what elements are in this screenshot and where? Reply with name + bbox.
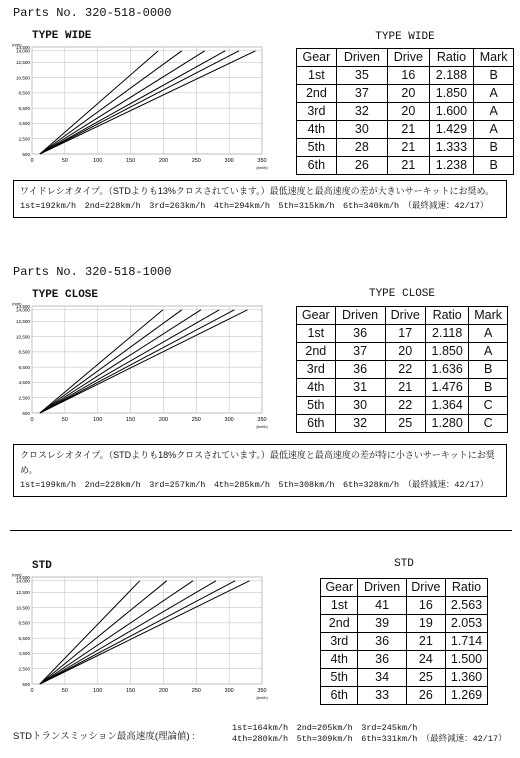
table-header-row (297, 49, 514, 67)
x-tick-label: 200 (158, 158, 169, 164)
y-tick-label: 2,500 (18, 666, 30, 672)
table-cell: 21 (388, 121, 430, 139)
y-axis-label: (rpm) (12, 572, 22, 577)
x-tick-label: 0 (30, 688, 34, 694)
table-cell: 2nd (321, 615, 358, 633)
table-cell: 6th (321, 687, 358, 705)
y-tick-label: 14,000 (15, 48, 30, 54)
table-row (297, 343, 508, 361)
table-cell: 28 (336, 139, 387, 157)
x-tick-label: 50 (61, 417, 68, 423)
table-title: TYPE WIDE (375, 31, 435, 43)
table-cell: 37 (335, 343, 385, 361)
table-cell: 1.714 (445, 633, 487, 651)
table-cell: 30 (335, 397, 385, 415)
column-header: Gear (297, 49, 337, 67)
table-cell: 1st (321, 597, 358, 615)
table-cell: 16 (388, 67, 430, 85)
section-divider (10, 530, 512, 531)
table-cell: 2nd (297, 343, 336, 361)
table-cell: 41 (358, 597, 406, 615)
y-tick-label: 2,500 (18, 136, 30, 142)
table-row (321, 633, 488, 651)
table-cell: 21 (406, 633, 445, 651)
table-title: TYPE CLOSE (368, 288, 435, 300)
x-tick-label: 100 (93, 158, 103, 164)
table-row (297, 415, 508, 433)
gear-table-std (320, 578, 488, 705)
table-cell: 1st (297, 67, 337, 85)
table-cell: 2.563 (445, 597, 487, 615)
rpm-speed-chart-wide (10, 40, 280, 175)
table-cell: 31 (335, 379, 385, 397)
y-tick-label: 8,500 (18, 620, 30, 626)
table-row (297, 103, 514, 121)
y-tick-label: 6,500 (18, 635, 30, 641)
table-cell: 24 (406, 651, 445, 669)
y-tick-label: 500 (22, 681, 30, 687)
table-cell: 3rd (297, 103, 337, 121)
y-tick-label: 4,500 (18, 121, 30, 127)
table-cell: B (469, 379, 508, 397)
y-tick-label: 4,500 (18, 651, 30, 657)
std-line1: 1st=164km/h 2nd=205km/h 3rd=245km/h (232, 723, 418, 733)
column-header: Drive (385, 307, 426, 325)
x-tick-label: 250 (191, 688, 201, 694)
y-axis-label: (rpm) (12, 301, 22, 306)
y-tick-label: 4,500 (18, 380, 30, 386)
y-tick-label: 14,000 (15, 578, 30, 584)
table-row (321, 615, 488, 633)
table-cell: 2.118 (426, 325, 469, 343)
column-header: Ratio (429, 49, 474, 67)
table-row (321, 669, 488, 687)
table-cell: 33 (358, 687, 406, 705)
column-header: Driven (336, 49, 387, 67)
y-tick-label: 14,500 (15, 303, 30, 309)
column-header: Gear (321, 579, 358, 597)
table-cell: 22 (385, 397, 426, 415)
x-tick-label: 150 (125, 688, 136, 694)
table-cell: 36 (358, 651, 406, 669)
table-cell: 32 (336, 103, 387, 121)
table-cell: 4th (297, 379, 336, 397)
table-cell: B (474, 139, 514, 157)
table-cell: 3rd (297, 361, 336, 379)
y-tick-label: 14,500 (15, 574, 30, 580)
table-cell: B (474, 157, 514, 175)
x-axis-label: (km/h) (256, 695, 268, 700)
y-tick-label: 8,500 (18, 349, 30, 355)
column-header: Drive (406, 579, 445, 597)
y-tick-label: 12,500 (15, 319, 30, 325)
table-cell: 1.333 (429, 139, 474, 157)
table-cell: 6th (297, 415, 336, 433)
x-tick-label: 150 (125, 158, 136, 164)
table-cell: 36 (358, 633, 406, 651)
gear-table-close (296, 306, 508, 433)
y-tick-label: 12,500 (15, 60, 30, 66)
x-tick-label: 350 (257, 688, 267, 694)
table-cell: 21 (385, 379, 426, 397)
y-tick-label: 8,500 (18, 90, 30, 96)
table-cell: 1.476 (426, 379, 469, 397)
table-cell: B (474, 67, 514, 85)
table-cell: A (474, 121, 514, 139)
table-cell: A (469, 343, 508, 361)
part-number: Parts No. 320-518-0000 (13, 6, 172, 20)
chart-title: STD (32, 560, 52, 572)
table-cell: A (469, 325, 508, 343)
table-cell: 1.360 (445, 669, 487, 687)
table-cell: 17 (385, 325, 426, 343)
table-cell: C (469, 397, 508, 415)
y-tick-label: 12,500 (15, 590, 30, 596)
table-cell: 30 (336, 121, 387, 139)
part-number: Parts No. 320-518-1000 (13, 265, 172, 279)
table-cell: 5th (297, 139, 337, 157)
table-row (297, 121, 514, 139)
table-cell: 3rd (321, 633, 358, 651)
y-tick-label: 10,500 (15, 334, 30, 340)
x-tick-label: 200 (158, 688, 169, 694)
table-cell: 20 (388, 103, 430, 121)
y-tick-label: 500 (22, 410, 30, 416)
column-header: Mark (474, 49, 514, 67)
table-cell: 22 (385, 361, 426, 379)
column-header: Ratio (445, 579, 487, 597)
x-tick-label: 50 (61, 158, 68, 164)
table-row (321, 651, 488, 669)
chart-title: TYPE CLOSE (32, 289, 99, 301)
table-row (321, 687, 488, 705)
column-header: Drive (388, 49, 430, 67)
table-row (297, 67, 514, 85)
table-cell: 1.429 (429, 121, 474, 139)
table-row (297, 379, 508, 397)
table-cell: 1.850 (426, 343, 469, 361)
table-cell: 1.636 (426, 361, 469, 379)
table-cell: 32 (335, 415, 385, 433)
y-tick-label: 500 (22, 151, 30, 157)
table-cell: 19 (406, 615, 445, 633)
column-header: Driven (358, 579, 406, 597)
y-tick-label: 6,500 (18, 364, 30, 370)
plot-frame (32, 47, 262, 154)
table-title: STD (394, 558, 414, 570)
table-cell: 1.364 (426, 397, 469, 415)
rpm-speed-chart-close (10, 299, 280, 434)
table-cell: 16 (406, 597, 445, 615)
y-tick-label: 10,500 (15, 75, 30, 81)
x-tick-label: 300 (224, 417, 234, 423)
rpm-speed-chart-std (10, 570, 280, 705)
note-line2: 1st=192km/h 2nd=228km/h 3rd=263km/h 4th=294km/h 5th=315km/h 6th=340km/h （最終減速：42/17） (20, 201, 489, 211)
table-cell: 1.269 (445, 687, 487, 705)
table-row (297, 85, 514, 103)
table-cell: 5th (321, 669, 358, 687)
table-cell: 25 (385, 415, 426, 433)
table-row (297, 139, 514, 157)
table-cell: 4th (297, 121, 337, 139)
x-tick-label: 0 (30, 158, 34, 164)
table-cell: 5th (297, 397, 336, 415)
table-cell: 20 (388, 85, 430, 103)
table-cell: 6th (297, 157, 337, 175)
table-cell: 36 (335, 361, 385, 379)
table-cell: B (469, 361, 508, 379)
table-cell: C (469, 415, 508, 433)
x-axis-label: (km/h) (256, 424, 268, 429)
table-cell: 1.280 (426, 415, 469, 433)
y-tick-label: 2,500 (18, 395, 30, 401)
x-tick-label: 350 (257, 158, 267, 164)
y-tick-label: 10,500 (15, 605, 30, 611)
ratio-note (13, 444, 507, 497)
y-tick-label: 14,500 (15, 44, 30, 50)
table-cell: 25 (406, 669, 445, 687)
table-cell: 1.238 (429, 157, 474, 175)
x-tick-label: 150 (125, 417, 136, 423)
table-cell: A (474, 103, 514, 121)
table-cell: 26 (336, 157, 387, 175)
table-cell: 1.850 (429, 85, 474, 103)
x-axis-label: (km/h) (256, 165, 268, 170)
table-cell: 37 (336, 85, 387, 103)
table-row (297, 325, 508, 343)
table-header-row (321, 579, 488, 597)
table-cell: 2nd (297, 85, 337, 103)
table-cell: 34 (358, 669, 406, 687)
column-header: Gear (297, 307, 336, 325)
std-max-speeds (232, 723, 507, 745)
table-cell: 35 (336, 67, 387, 85)
column-header: Mark (469, 307, 508, 325)
table-header-row (297, 307, 508, 325)
table-row (321, 597, 488, 615)
table-cell: 26 (406, 687, 445, 705)
table-cell: 2.053 (445, 615, 487, 633)
table-row (297, 397, 508, 415)
ratio-note (13, 180, 507, 218)
table-cell: 1st (297, 325, 336, 343)
note-line1: ワイドレシオタイプ。（STDよりも13%クロスされています。）最低速度と最高速度の差が大きいサーキットにお奨め。 (20, 186, 495, 196)
x-tick-label: 50 (61, 688, 68, 694)
x-tick-label: 100 (93, 417, 103, 423)
y-tick-label: 6,500 (18, 105, 30, 111)
table-row (297, 361, 508, 379)
table-cell: A (474, 85, 514, 103)
column-header: Ratio (426, 307, 469, 325)
x-tick-label: 300 (224, 688, 234, 694)
table-cell: 36 (335, 325, 385, 343)
std-max-speed-label: STDトランスミッション最高速度(理論値) : (13, 731, 195, 742)
table-cell: 1.600 (429, 103, 474, 121)
column-header: Driven (335, 307, 385, 325)
table-cell: 20 (385, 343, 426, 361)
std-line2: 4th=280km/h 5th=309km/h 6th=331km/h （最終減速：42/17） (232, 734, 507, 744)
x-tick-label: 350 (257, 417, 267, 423)
note-line1: クロスレシオタイプ。（STDよりも18%クロスされています。）最低速度と最高速度の差が特に小さいサーキットにお奨め。 (20, 450, 495, 475)
table-cell: 39 (358, 615, 406, 633)
x-tick-label: 300 (224, 158, 234, 164)
table-row (297, 157, 514, 175)
gear-table-wide (296, 48, 514, 175)
x-tick-label: 250 (191, 417, 201, 423)
note-line2: 1st=199km/h 2nd=228km/h 3rd=257km/h 4th=285km/h 5th=308km/h 6th=328km/h （最終減速：42/17） (20, 480, 489, 490)
table-cell: 21 (388, 139, 430, 157)
table-cell: 21 (388, 157, 430, 175)
chart-title: TYPE WIDE (32, 30, 92, 42)
x-tick-label: 100 (93, 688, 103, 694)
table-cell: 1.500 (445, 651, 487, 669)
y-axis-label: (rpm) (12, 42, 22, 47)
x-tick-label: 250 (191, 158, 201, 164)
table-cell: 4th (321, 651, 358, 669)
x-tick-label: 0 (30, 417, 34, 423)
y-tick-label: 14,000 (15, 307, 30, 313)
table-cell: 2.188 (429, 67, 474, 85)
x-tick-label: 200 (158, 417, 169, 423)
